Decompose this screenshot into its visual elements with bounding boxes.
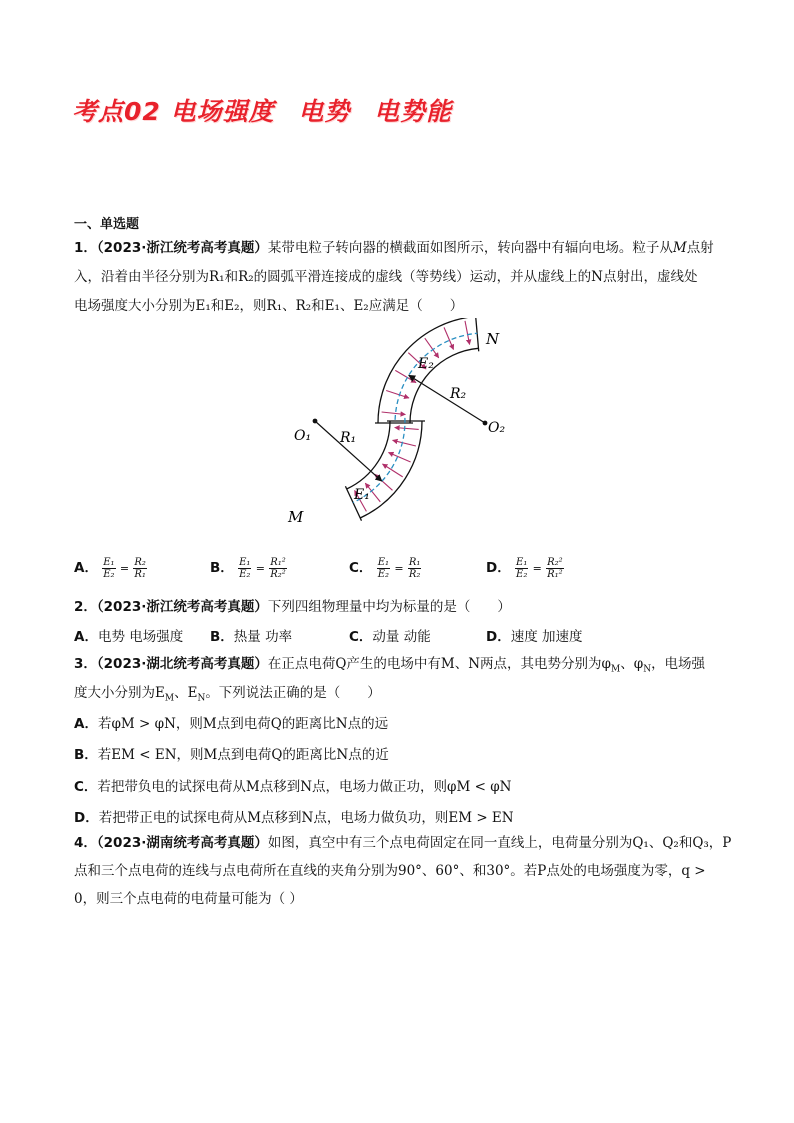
q1-option-b[interactable]: B． $\frac{\text{E₁}}{\text{E₂}}$ = $\frac{\text{R₁²}}{\text{R₂²}}$: [210, 557, 286, 580]
q1-option-c[interactable]: C． $\frac{\text{E₁}}{\text{E₂}}$ = $\frac{\text{R₁}}{\text{R₂}}$: [349, 557, 421, 580]
q1-option-a-rhs: $\frac{\text{R₂}}{\text{R₁}}$: [134, 557, 146, 580]
radius-r2-line: [409, 375, 485, 423]
q3-option-a[interactable]: A．若φM > φN，则M点到电荷Q的距离比N点的远: [74, 716, 389, 732]
q2-line-1: [74, 597, 511, 617]
label-m: M: [288, 508, 304, 526]
q2-option-d[interactable]: D．速度 加速度: [486, 629, 583, 645]
q1-source: （2023·浙江统考高考真题）: [96, 240, 268, 256]
q2-number: 2．: [74, 599, 97, 615]
q2-text: 下列四组物理量中均为标量的是（ ）: [267, 599, 511, 615]
q4-number: 4．: [74, 835, 97, 851]
q4-line-1: 4．（2023·湖南统考高考真题）如图，真空中有三个点电荷固定在同一直线上，电荷量分别为Q₁、Q₂和Q₃，P: [74, 835, 732, 851]
q1-line-3: 电场强度大小分别为E₁和E₂，则R₁、R₂和E₁、E₂应满足（ ）: [74, 298, 464, 314]
q2-option-b[interactable]: B．热量 功率: [210, 629, 293, 645]
q4-source: （2023·湖南统考高考真题）: [96, 835, 268, 851]
title-part-2: 电势: [298, 97, 351, 126]
page-title: [72, 92, 466, 128]
q1-option-d-label: D．: [486, 560, 511, 576]
upper-dashed-path: [395, 333, 477, 420]
upper-field-arrow: [382, 412, 406, 415]
center-o2-dot: [483, 421, 488, 426]
q4-line-3: 0，则三个点电荷的电荷量可能为（ ）: [74, 891, 303, 907]
q3-option-b[interactable]: B．若EM < EN，则M点到电荷Q的距离比N点的近: [74, 747, 389, 763]
upper-field-arrow: [444, 327, 454, 349]
lower-field-arrow: [393, 440, 416, 446]
q1-option-b-rhs: $\frac{\text{R₁²}}{\text{R₂²}}$: [270, 557, 286, 580]
q2-option-c[interactable]: C．动量 动能: [349, 629, 431, 645]
q1-text-1-end: 点射: [686, 240, 714, 256]
q3-number: 3．: [74, 656, 97, 672]
label-r2: R₂: [450, 386, 467, 402]
title-part-3: 电势能: [373, 97, 452, 126]
q1-option-c-label: C．: [349, 560, 373, 576]
q1-option-c-lhs: $\frac{\text{E₁}}{\text{E₂}}$: [377, 557, 390, 580]
q1-option-d-lhs: $\frac{\text{E₁}}{\text{E₂}}$: [516, 557, 528, 580]
title-part-1: 考点02 电场强度: [72, 97, 275, 126]
q1-line-2: 入，沿着由半径分别为R₁和R₂的圆弧平滑连接成的虚线（等势线）运动，并从虚线上的N点射出，虚线处: [74, 269, 698, 285]
label-n: N: [486, 330, 500, 348]
q1-option-d-rhs: $\frac{\text{R₂²}}{\text{R₁²}}$: [547, 557, 563, 580]
upper-field-arrow: [465, 321, 470, 345]
q1-option-c-rhs: $\frac{\text{R₁}}{\text{R₂}}$: [408, 557, 421, 580]
q1-text-1-m: M: [672, 240, 687, 256]
q2-source: （2023·浙江统考高考真题）: [96, 599, 268, 615]
q1-option-a[interactable]: A． $\frac{\text{E₁}}{\text{E₂}}$ = $\frac{\text{R₂}}{\text{R₁}}$: [74, 557, 146, 580]
lower-field-arrow: [395, 428, 419, 430]
q1-figure: [280, 318, 520, 536]
label-r1: R₁: [340, 430, 357, 446]
lower-field-arrow: [389, 453, 411, 463]
q1-line-1: [74, 238, 714, 258]
q3-option-d[interactable]: D．若把带正电的试探电荷从M点移到N点，电场力做负功，则EM > EN: [74, 810, 514, 826]
q1-option-d[interactable]: D． $\frac{\text{E₁}}{\text{E₂}}$ = $\frac{\text{R₂²}}{\text{R₁²}}$: [486, 557, 563, 580]
label-e2: E₂: [418, 356, 434, 372]
q4-line-2: 点和三个点电荷的连线与点电荷所在直线的夹角分别为90°、60°、和30°。若P点处的电场强度为零，q >: [74, 863, 706, 879]
label-o1: O₁: [294, 428, 312, 444]
field-arrows: [355, 321, 470, 512]
channel-walls: [313, 318, 488, 521]
label-o2: O₂: [488, 420, 506, 436]
q3-option-c[interactable]: C．若把带负电的试探电荷从M点移到N点，电场力做正功，则φM < φN: [74, 779, 512, 795]
q1-option-b-label: B．: [210, 560, 234, 576]
q3-line-1: 3．（2023·湖北统考高考真题）在正点电荷Q产生的电场中有M、N两点，其电势分别为$\varphi_M$、$\varphi_N$，电场强: [74, 656, 706, 675]
center-o1-dot: [313, 419, 318, 424]
q3-line-2: 度大小分别为$E_M$、$E_N$。下列说法正确的是（ ）: [74, 685, 381, 704]
q1-option-a-label: A．: [74, 560, 98, 576]
q1-option-a-lhs: $\frac{\text{E₁}}{\text{E₂}}$: [103, 557, 115, 580]
q3-source: （2023·湖北统考高考真题）: [96, 656, 268, 672]
q2-option-a[interactable]: A．电势 电场强度: [74, 629, 184, 645]
upper-exit-cap: [475, 318, 478, 351]
q1-option-b-lhs: $\frac{\text{E₁}}{\text{E₂}}$: [239, 557, 251, 580]
upper-field-arrow: [386, 391, 409, 399]
section-heading: 一、单选题: [74, 217, 140, 232]
q1-number: 1．: [74, 240, 97, 256]
label-e1: E₁: [354, 487, 370, 503]
q1-text-1: 某带电粒子转向器的横截面如图所示，转向器中有辐向电场。粒子从: [267, 240, 673, 256]
